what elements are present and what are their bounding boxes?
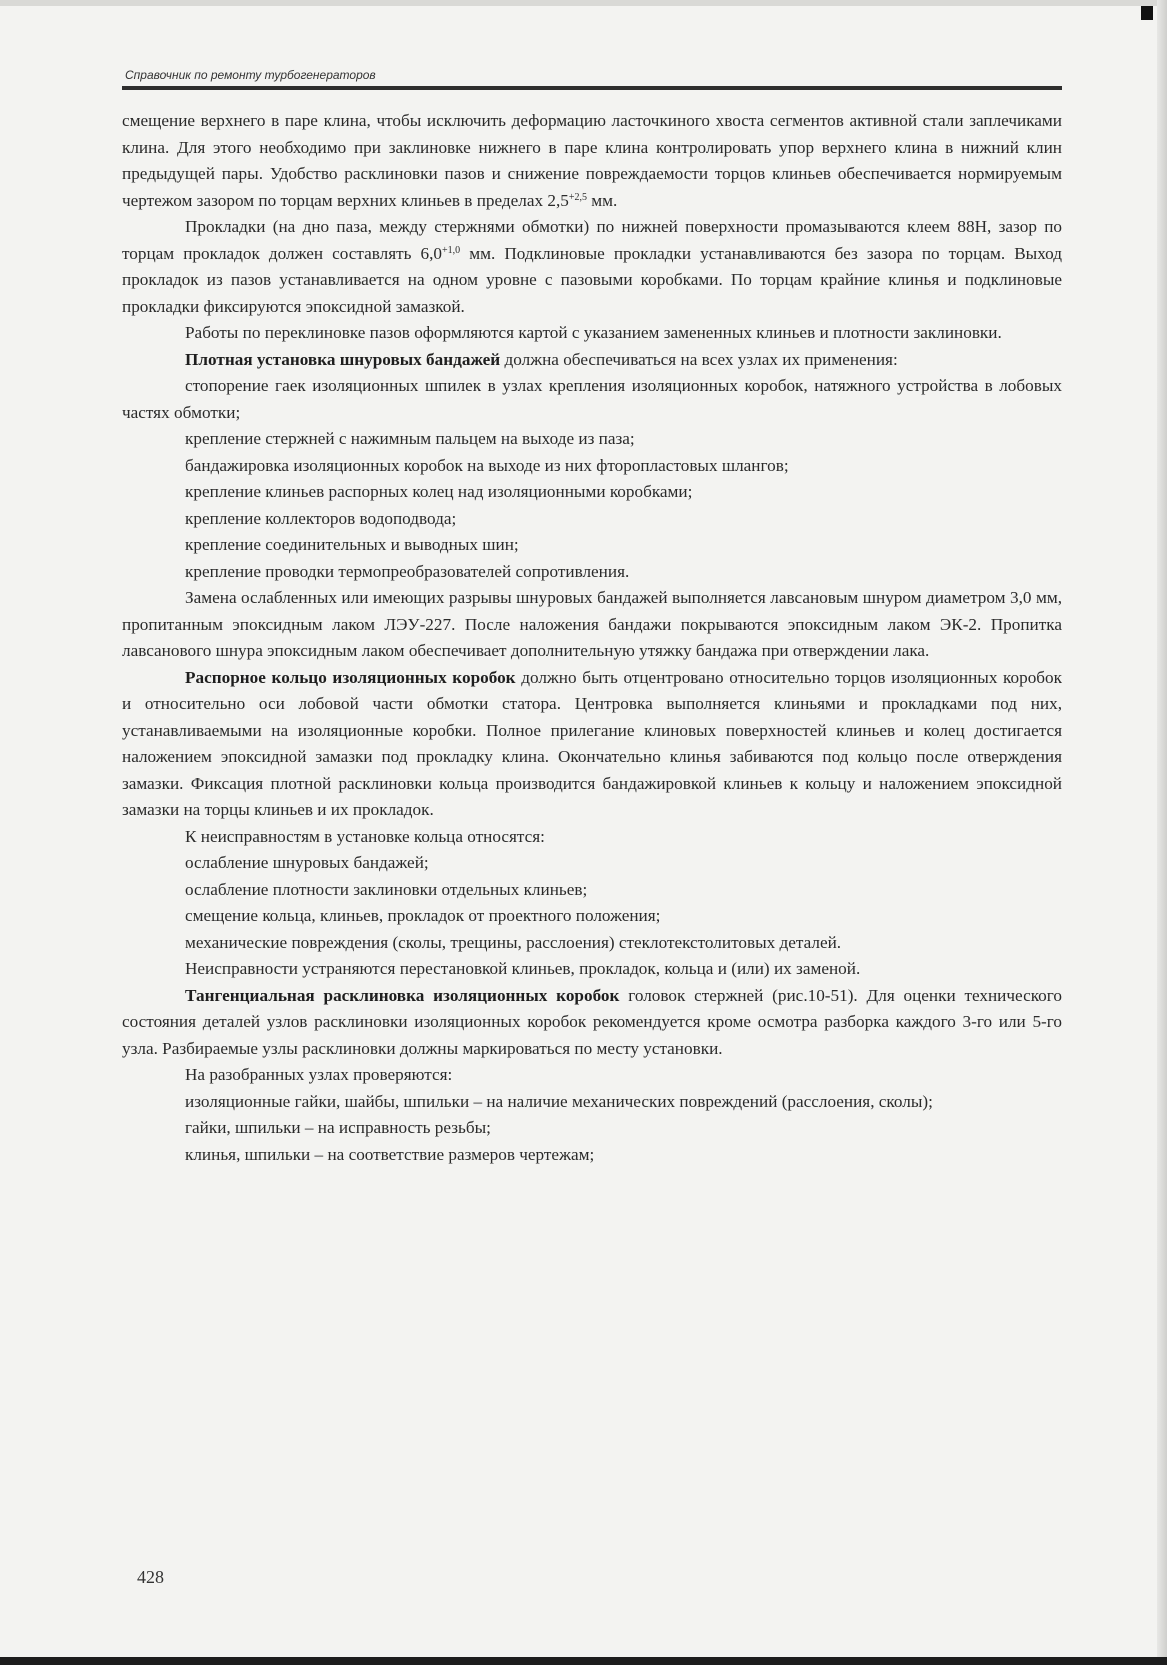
list-item: крепление коллекторов водоподвода; bbox=[185, 508, 457, 528]
running-header: Справочник по ремонту турбогенераторов bbox=[125, 68, 376, 82]
list-item: крепление стержней с нажимным пальцем на выходе из паза; bbox=[185, 429, 635, 448]
paragraph-6: Распорное кольцо изоляционных коробок должно быть отцентровано относительно торцов изоляционных коробок и относительно оси лобовой части обмотки статора. Центровка выполняется клиньями и прокладками под них, устанавливаемыми на изоляционные коробки. Полное прилегание клиновых поверхностей клиньев и колец достигается наложением эпоксидной замазки под прокладку клина. Окончательно клинья забиваются под кольцо после отверждения замазки. Фиксация плотной расклиновки кольца производится бандажировкой клиньев к кольцу и наложением эпоксидной замазки на торцы клиньев и их прокладок. bbox=[122, 667, 1062, 819]
paragraph-2: Прокладки (на дно паза, между стержнями обмотки) по нижней поверхности промазываются клеем 88Н, зазор по торцам прокладок должен составлять $6,0^{+1,0}$ мм. Подклиновые прокладки устанавливаются без зазора по торцам. Выход прокладок из пазов устанавливается на одном уровне с пазовыми коробками. По торцам крайние клинья и подклиновые прокладки фиксируются эпоксидной замазкой. bbox=[122, 217, 1062, 316]
scan-right-edge bbox=[1157, 0, 1167, 1665]
paragraph-8: Неисправности устраняются перестановкой клиньев, прокладок, кольца и (или) их заменой. bbox=[185, 959, 861, 978]
list-item: стопорение гаек изоляционных шпилек в узлах крепления изоляционных коробок, натяжного устройства в лобовых частях обмотки; bbox=[122, 376, 1062, 422]
list-item: крепление соединительных и выводных шин; bbox=[185, 535, 519, 554]
page-number: 428 bbox=[137, 1567, 164, 1587]
paragraph-9: Тангенциальная расклиновка изоляционных коробок головок стержней (рис.10-51). Для оценки технического состояния деталей узлов расклиновки изоляционных коробок рекомендуется кроме осмотра разборка каждого 3-го или 5-го узла. Разбираемые узлы расклиновки должны маркироваться по месту установки. bbox=[122, 985, 1062, 1058]
list-item: клинья, шпильки – на соответствие размеров чертежам; bbox=[185, 1144, 595, 1164]
list-item: смещение кольца, клиньев, прокладок от проектного положения; bbox=[185, 906, 661, 925]
list-item: гайки, шпильки – на исправность резьбы; bbox=[185, 1118, 491, 1137]
bold-term: Тангенциальная расклиновка изоляционных коробок bbox=[185, 985, 620, 1005]
paragraph-1: смещение верхнего в паре клина, чтобы исключить деформацию ласточкиного хвоста сегментов активной стали заплечиками клина. Для этого необходимо при заклиновке нижнего в паре клина контролировать упор верхнего клина в нижний клин предыдущей пары. Удобство расклиновки пазов и снижение повреждаемости торцов клиньев обеспечивается нормируемым чертежом зазором по торцам верхних клиньев в пределах $2,5^{+2,5}$ мм. bbox=[122, 111, 1062, 210]
paragraph-3: Работы по переклиновке пазов оформляются картой с указанием замененных клиньев и плотности заклиновки. bbox=[185, 323, 1002, 342]
scan-corner-mark bbox=[1141, 6, 1153, 20]
list-item: крепление проводки термопреобразователей сопротивления. bbox=[185, 561, 630, 581]
tolerance-superscript: +2,5 bbox=[568, 191, 587, 203]
paragraph-10: На разобранных узлах проверяются: bbox=[185, 1065, 453, 1084]
paragraph-7: К неисправностям в установке кольца относятся: bbox=[185, 826, 545, 846]
list-item: механические повреждения (сколы, трещины, расслоения) стеклотекстолитовых деталей. bbox=[185, 932, 842, 952]
paragraph-4: Плотная установка шнуровых бандажей должна обеспечиваться на всех узлах их применения: bbox=[185, 349, 898, 369]
page-body bbox=[122, 108, 1062, 1168]
header-rule bbox=[122, 86, 1062, 90]
tolerance-superscript: +1,0 bbox=[442, 244, 461, 256]
bold-term: Распорное кольцо изоляционных коробок bbox=[185, 667, 516, 687]
list-item: крепление клиньев распорных колец над изоляционными коробками; bbox=[185, 482, 693, 501]
paragraph-5: Замена ослабленных или имеющих разрывы шнуровых бандажей выполняется лавсановым шнуром диаметром 3,0 мм, пропитанным эпоксидным лаком ЛЭУ-227. После наложения бандажи покрываются эпоксидным лаком ЭК-2. Пропитка лавсанового шнура эпоксидным лаком обеспечивает дополнительную утяжку бандажа при отверждении лака. bbox=[122, 588, 1062, 660]
scan-top-edge bbox=[0, 0, 1167, 6]
list-item: ослабление плотности заклиновки отдельных клиньев; bbox=[185, 879, 588, 899]
scan-bottom-edge bbox=[0, 1657, 1167, 1665]
list-item: бандажировка изоляционных коробок на выходе из них фторопластовых шлангов; bbox=[185, 455, 789, 475]
list-item: изоляционные гайки, шайбы, шпильки – на наличие механических повреждений (расслоения, сколы); bbox=[185, 1091, 933, 1111]
list-item: ослабление шнуровых бандажей; bbox=[185, 853, 429, 872]
bold-term: Плотная установка шнуровых бандажей bbox=[185, 349, 501, 369]
